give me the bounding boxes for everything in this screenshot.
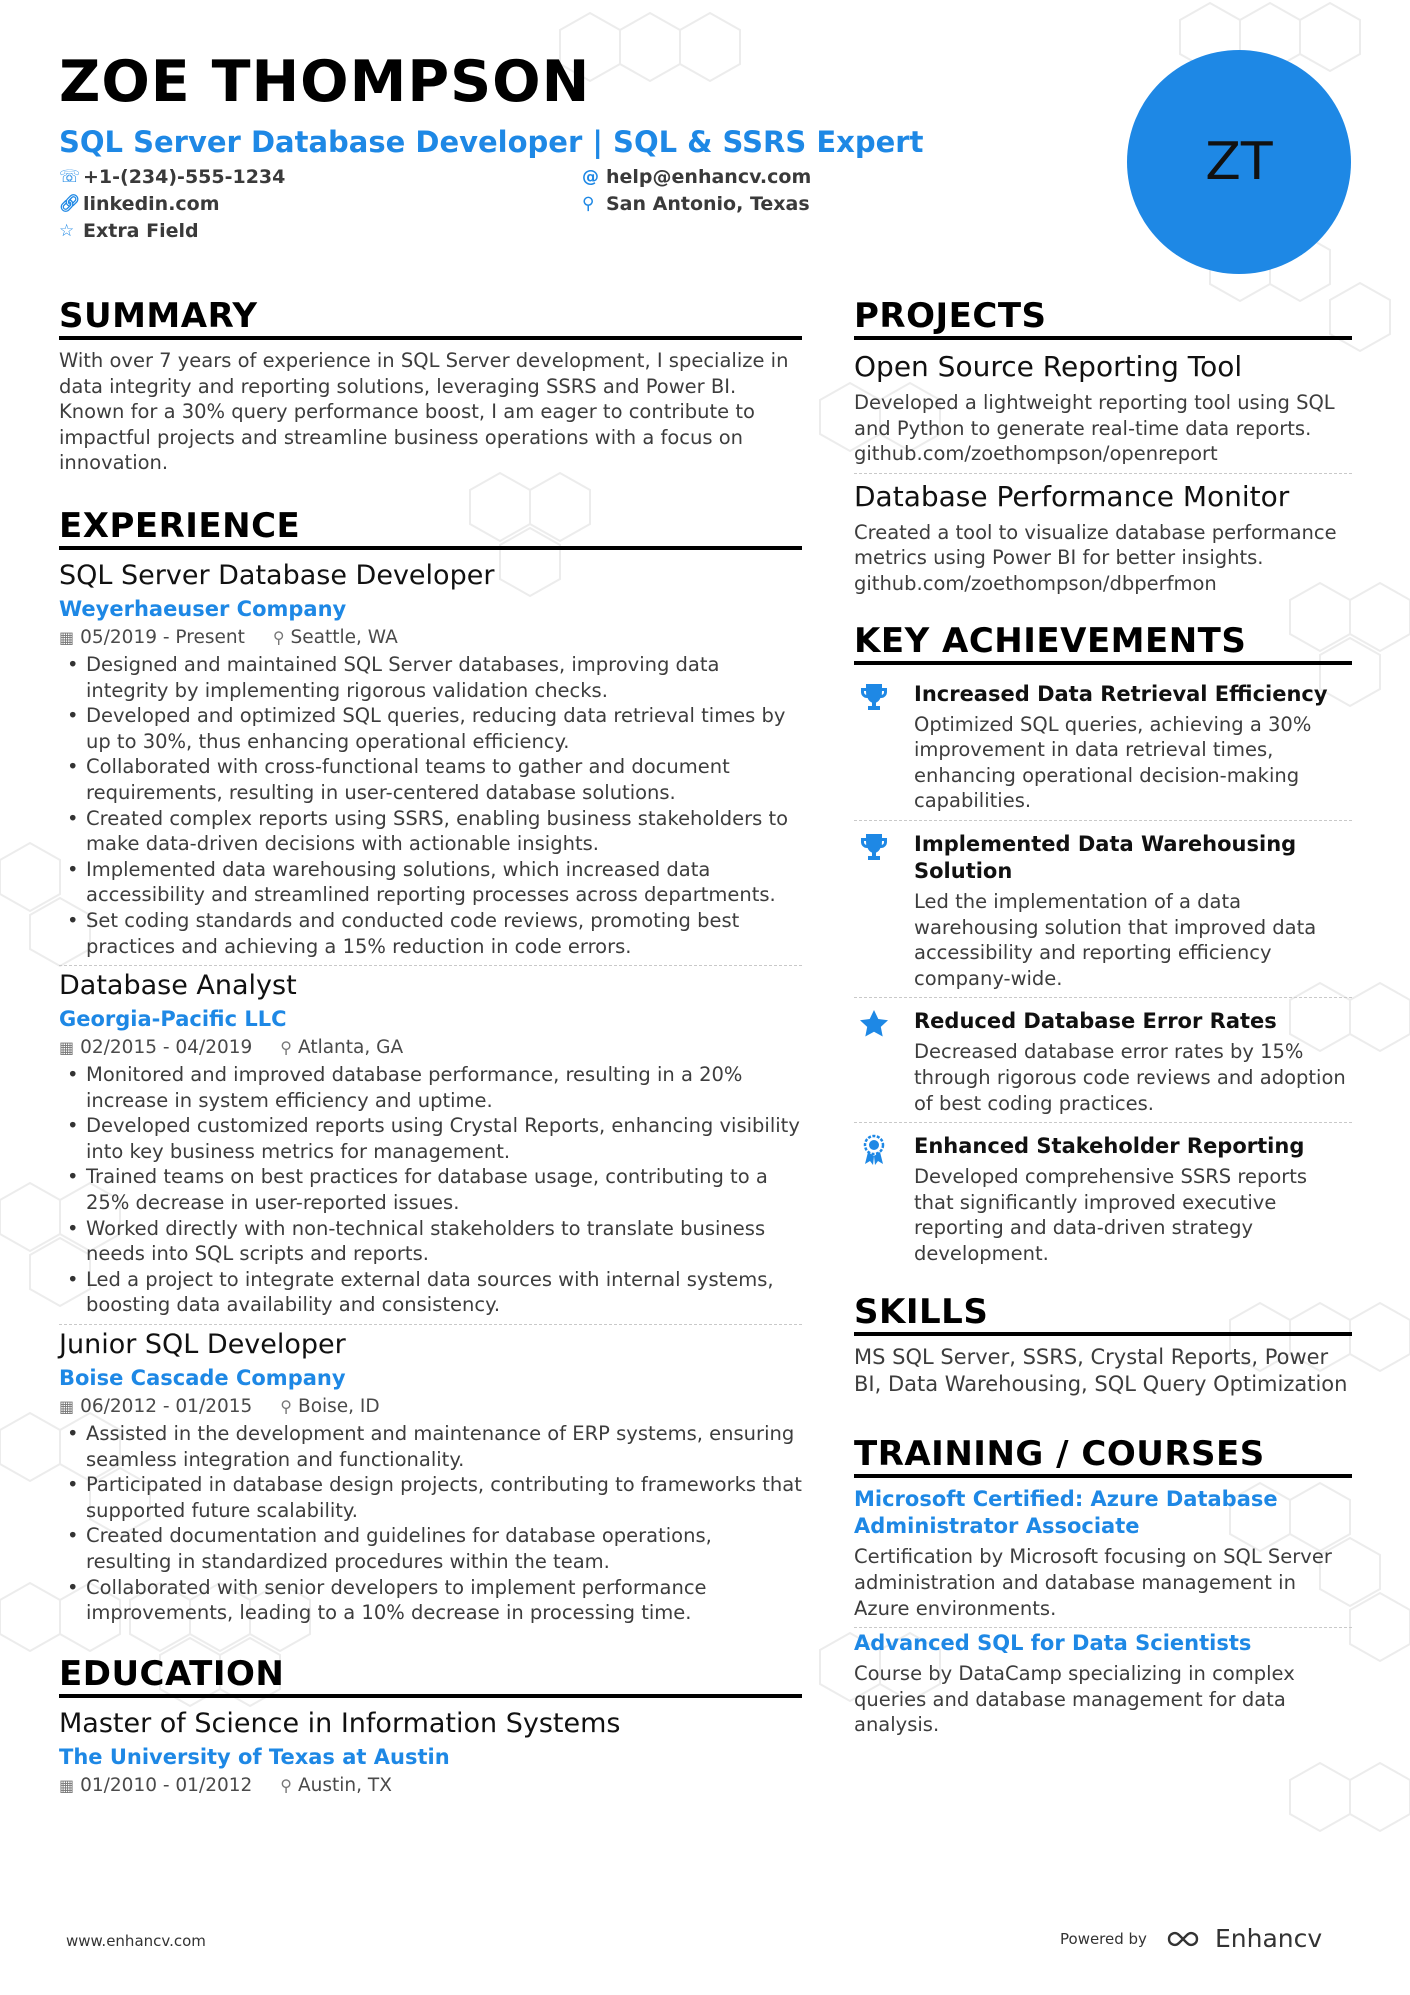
location-pin-icon: ⚲ (280, 1038, 292, 1058)
education-degree: Master of Science in Information Systems (59, 1707, 621, 1739)
achievement-title: Reduced Database Error Rates (914, 1009, 1277, 1034)
job-location: Seattle, WA (290, 626, 398, 648)
job-bullet: • Designed and maintained SQL Server databases, improving data integrity by implementing rigorous validation checks. (59, 652, 802, 703)
project-entry (854, 348, 1352, 467)
entry-divider (854, 473, 1352, 474)
location-pin-icon: ⚲ (272, 627, 285, 647)
education-school[interactable]: The University of Texas at Austin (59, 1744, 450, 1769)
section-title-education: EDUCATION (59, 1654, 802, 1698)
job-location-wrap (280, 1393, 379, 1421)
trophy-icon (854, 681, 914, 814)
calendar-icon: ▦ (59, 1775, 75, 1795)
job-bullet: • Developed and optimized SQL queries, reducing data retrieval times by up to 30%, thus enhancing operational efficiency. (59, 703, 802, 754)
at-sign-icon: @ (582, 167, 599, 187)
contact-email[interactable] (582, 164, 882, 191)
achievement-item (854, 823, 1352, 991)
achievement-title: Increased Data Retrieval Efficiency (914, 681, 1328, 706)
location-text: San Antonio, Texas (606, 193, 810, 215)
entry-divider (854, 997, 1352, 998)
course-description: Course by DataCamp specializing in complex queries and database management for data analysis. (854, 1662, 1295, 1737)
job-bullet: • Assisted in the development and maintenance of ERP systems, ensuring seamless integration and functionality. (59, 1421, 802, 1472)
project-name: Database Performance Monitor (854, 479, 1290, 513)
section-title-projects: PROJECTS (854, 296, 1352, 340)
contact-linkedin[interactable] (59, 191, 582, 218)
education-section (59, 1654, 802, 1800)
job-meta (59, 1393, 802, 1421)
job-dates: 02/2015 - 04/2019 (80, 1037, 253, 1059)
section-title-summary: SUMMARY (59, 296, 802, 340)
job-bullet: • Developed customized reports using Crystal Reports, enhancing visibility into key business metrics for management. (59, 1113, 802, 1164)
enhancv-logo-icon (1165, 1927, 1209, 1951)
powered-by-label: Powered by (1060, 1929, 1147, 1948)
job-location-wrap (280, 1034, 403, 1062)
job-bullet: • Set coding standards and conducted code reviews, promoting best practices and achieving a 15% reduction in code errors. (59, 908, 802, 959)
achievement-body (914, 1133, 1352, 1266)
award-ribbon-icon (854, 1133, 914, 1266)
achievement-description: Decreased database error rates by 15% through rigorous code reviews and adoption of best coding practices. (914, 1040, 1346, 1115)
job-dates-wrap (59, 624, 245, 652)
left-column (59, 296, 802, 1800)
job-bullet: • Implemented data warehousing solutions, which increased data accessibility and streamlined reporting processes across departments. (59, 857, 802, 908)
linkedin-text: linkedin.com (83, 193, 220, 215)
entry-divider (59, 965, 802, 966)
calendar-icon: ▦ (59, 627, 75, 647)
location-pin-icon: ⚲ (280, 1775, 292, 1795)
achievement-description: Optimized SQL queries, achieving a 30% improvement in data retrieval times, enhancing operational decision-making capabilities. (914, 712, 1312, 813)
job-bullets (59, 1062, 802, 1318)
course-name[interactable]: Microsoft Certified: Azure Database Administrator Associate (854, 1487, 1278, 1539)
course-description: Certification by Microsoft focusing on SQL Server administration and database management in Azure environments. (854, 1545, 1332, 1620)
email-text: help@enhancv.com (606, 166, 812, 188)
achievement-body (914, 1008, 1352, 1116)
course-entry (854, 1630, 1352, 1738)
job-company[interactable]: Georgia-Pacific LLC (59, 1007, 287, 1032)
resume-header (59, 42, 1109, 245)
skills-section (854, 1292, 1352, 1398)
job-meta (59, 1034, 802, 1062)
education-meta (59, 1772, 802, 1800)
job-dates: 06/2012 - 01/2015 (80, 1396, 253, 1418)
experience-entry (59, 558, 802, 959)
entry-divider (854, 820, 1352, 821)
contact-phone[interactable] (59, 164, 582, 191)
education-location: Austin, TX (298, 1774, 392, 1796)
education-dates-wrap (59, 1772, 252, 1800)
achievements-section (854, 621, 1352, 1267)
section-title-training: TRAINING / COURSES (854, 1434, 1352, 1478)
job-bullet: • Collaborated with senior developers to implement performance improvements, leading to a 10% decrease in processing time. (59, 1575, 802, 1626)
job-dates-wrap (59, 1034, 252, 1062)
job-role: Junior SQL Developer (59, 1329, 346, 1361)
training-section (854, 1434, 1352, 1738)
job-bullet: • Trained teams on best practices for database usage, contributing to a 25% decrease in user-reported issues. (59, 1164, 802, 1215)
location-pin-icon: ⚲ (582, 194, 595, 214)
contact-extra (59, 218, 582, 245)
project-description: Developed a lightweight reporting tool using SQL and Python to generate real-time data reports. github.com/zoethompson/openreport (854, 391, 1335, 466)
job-role: SQL Server Database Developer (59, 559, 495, 591)
course-name[interactable]: Advanced SQL for Data Scientists (854, 1631, 1252, 1656)
job-bullet: • Participated in database design projects, contributing to frameworks that supported future scalability. (59, 1472, 802, 1523)
entry-divider (854, 1627, 1352, 1628)
achievement-title: Enhanced Stakeholder Reporting (914, 1134, 1305, 1159)
candidate-name: ZOE THOMPSON (59, 49, 591, 115)
phone-text: +1-(234)-555-1234 (83, 166, 286, 188)
job-bullets (59, 652, 802, 959)
avatar-initials: ZT (1205, 132, 1273, 192)
projects-section (854, 296, 1352, 597)
section-title-skills: SKILLS (854, 1292, 1352, 1336)
footer-branding (1060, 1924, 1322, 1953)
course-entry (854, 1486, 1352, 1621)
skills-text: MS SQL Server, SSRS, Crystal Reports, Power BI, Data Warehousing, SQL Query Optimization (854, 1345, 1348, 1397)
link-icon: 🔗︎ (59, 194, 81, 214)
trophy-icon (854, 831, 914, 991)
job-bullet: • Collaborated with cross-functional teams to gather and document requirements, resulting in user-centered database solutions. (59, 754, 802, 805)
job-bullet: • Monitored and improved database performance, resulting in a 20% increase in system efficiency and uptime. (59, 1062, 802, 1113)
section-title-experience: EXPERIENCE (59, 506, 802, 550)
job-dates-wrap (59, 1393, 252, 1421)
job-bullet: • Created complex reports using SSRS, enabling business stakeholders to make data-driven decisions with actionable insights. (59, 806, 802, 857)
job-company[interactable]: Weyerhaeuser Company (59, 596, 347, 621)
job-location: Boise, ID (298, 1396, 380, 1418)
achievement-title: Implemented Data Warehousing Solution (914, 831, 1297, 883)
summary-section (59, 296, 802, 476)
job-bullet: • Led a project to integrate external data sources with internal systems, boosting data availability and consistency. (59, 1267, 802, 1318)
footer-website[interactable]: www.enhancv.com (66, 1932, 206, 1950)
achievement-item (854, 1125, 1352, 1266)
achievement-body (914, 681, 1352, 814)
project-name: Open Source Reporting Tool (854, 350, 1243, 383)
job-dates: 05/2019 - Present (80, 626, 245, 648)
job-meta (59, 624, 802, 652)
achievement-description: Led the implementation of a data warehousing solution that improved data accessibility and reporting efficiency company-wide. (914, 889, 1317, 990)
achievement-item (854, 1000, 1352, 1116)
star-icon (854, 1008, 914, 1116)
brand-name: Enhancv (1214, 1924, 1323, 1953)
contact-list (59, 164, 1109, 245)
education-location-wrap (280, 1772, 392, 1800)
location-pin-icon: ⚲ (280, 1397, 292, 1417)
experience-section (59, 506, 802, 1626)
brand-logo[interactable] (1165, 1924, 1322, 1953)
job-location: Atlanta, GA (298, 1037, 404, 1059)
candidate-headline: SQL Server Database Developer | SQL & SSRS Expert (59, 125, 924, 159)
entry-divider (854, 1122, 1352, 1123)
job-role: Database Analyst (59, 970, 297, 1002)
education-dates: 01/2010 - 01/2012 (80, 1774, 253, 1796)
right-column (854, 296, 1352, 1738)
calendar-icon: ▦ (59, 1038, 75, 1058)
achievement-body (914, 831, 1352, 991)
calendar-icon: ▦ (59, 1397, 75, 1417)
achievement-description: Developed comprehensive SSRS reports that significantly improved executive reporting and data-driven strategy development. (914, 1165, 1308, 1265)
job-bullet: • Created documentation and guidelines for database operations, resulting in standardized procedures within the team. (59, 1523, 802, 1574)
section-title-achievements: KEY ACHIEVEMENTS (854, 621, 1352, 665)
project-entry (854, 478, 1352, 597)
job-location-wrap (273, 624, 398, 652)
contact-location (582, 191, 882, 218)
job-company[interactable]: Boise Cascade Company (59, 1366, 346, 1391)
experience-entry (59, 1327, 802, 1626)
entry-divider (59, 1324, 802, 1325)
achievement-item (854, 673, 1352, 814)
star-outline-icon: ☆ (59, 221, 75, 241)
project-description: Created a tool to visualize database performance metrics using Power BI for better insights. github.com/zoethompson/dbperfmon (854, 520, 1337, 595)
phone-icon: ☏ (59, 167, 81, 187)
experience-entry (59, 968, 802, 1318)
job-bullets (59, 1421, 802, 1626)
avatar (1127, 50, 1351, 274)
extra-text: Extra Field (83, 220, 199, 242)
summary-text: With over 7 years of experience in SQL Server development, I specialize in data integrity and reporting solutions, leveraging SSRS and Power BI. Known for a 30% query performance boost, I am eager to contribute to impactful projects and streamline business operations with a focus on innovation. (59, 349, 789, 475)
job-bullet: • Worked directly with non-technical stakeholders to translate business needs into SQL scripts and reports. (59, 1216, 802, 1267)
